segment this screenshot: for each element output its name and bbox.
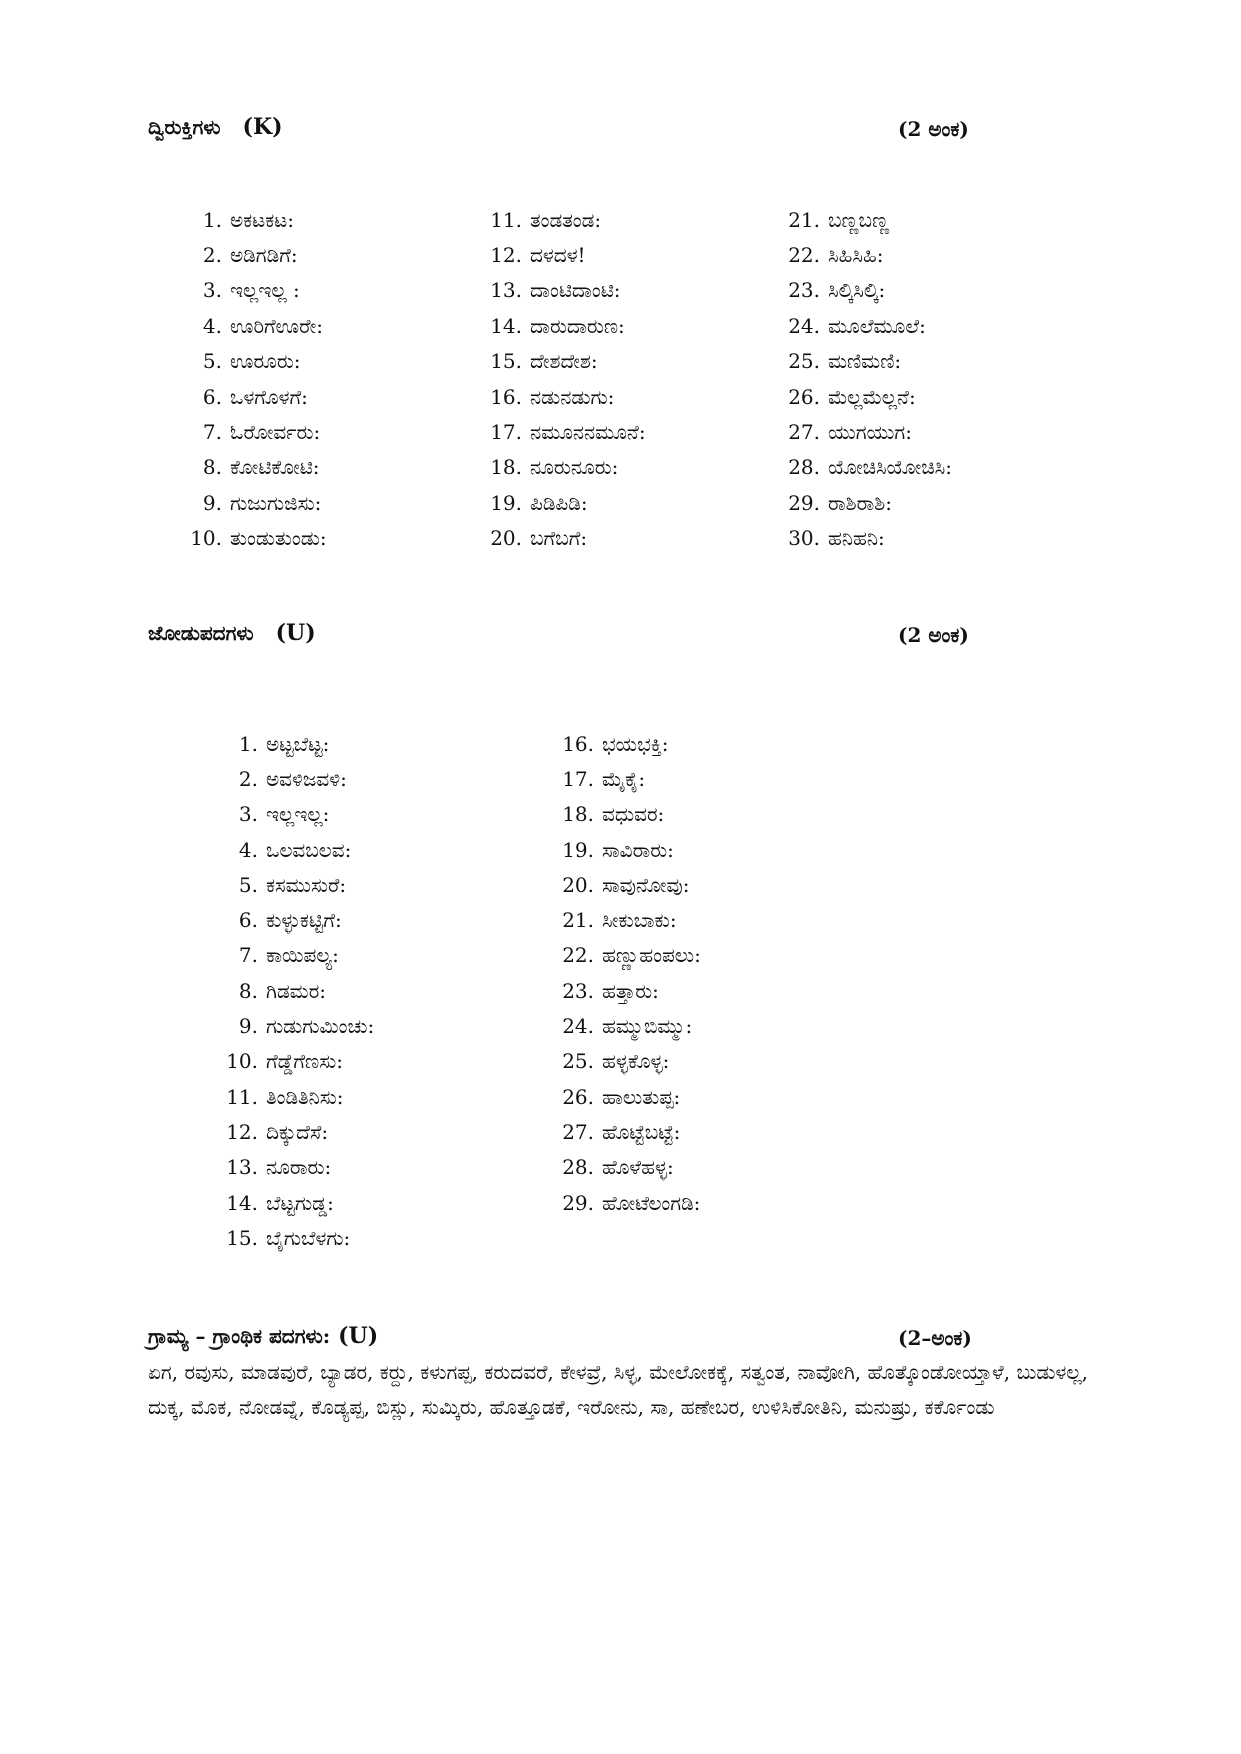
list-item: [488, 202, 646, 237]
section3-word-list: ಏಗ, ರವುಸು, ಮಾಡವುರೆ, ಬ್ಯಾಡರ, ಕರ್‍ದು, ಕಳುಗಪ್ಪ, ಕರುದವರೆ, ಕೇಳವ್ರೆ, ಸಿಳ್ಳ, ಮೇಲೋಕಕ್ಕೆ, ಸತ್ವಂತ, ನಾವೋಗಿ, ಹೊತ್ಕೊಂಡೋಯ್ತಾಳೆ, ಬುಡುಳಲ್ಲ, ದುಕ್ಕ, ಮೊಕ, ನೋಡವ್ನೆ, ಕೊಡ್ಯಪ್ಪ, ಬಿಸ್ಲು, ಸುಮ್ಕಿರು, ಹೊತ್ತೂಡಕೆ, ಇರೋನು, ಸಾ, ಹಣೇಬರ, ಉಳಿಸಿಕೋತಿನಿ, ಮನುಷ್ರು, ಕರ್ಕೊಂಡು: [148, 1360, 1088, 1419]
item-number: 28.: [562, 1155, 594, 1180]
list-item: [786, 273, 952, 308]
list-item: [224, 867, 374, 902]
item-text: ದೇಶದೇಶ:: [530, 349, 598, 374]
item-text: ದಳದಳ!: [530, 243, 586, 268]
list-item: [560, 1079, 701, 1114]
section2-column-2: [560, 726, 701, 1220]
item-number: 10.: [226, 1049, 258, 1074]
item-text: ಬೆಟ್ಟಗುಡ್ಡ:: [266, 1190, 334, 1215]
item-text: ಹೋಟೆಲಂಗಡಿ:: [602, 1190, 701, 1215]
item-number: 14.: [226, 1190, 258, 1215]
item-text: ಅವಳಿಜವಳಿ:: [266, 766, 347, 791]
section3-marks: (2–ಅಂಕ): [898, 1326, 972, 1350]
section2-column-1: [224, 726, 374, 1255]
item-number: 26.: [562, 1084, 594, 1109]
section2-heading: [148, 620, 316, 646]
item-number: 17.: [562, 766, 594, 791]
item-text: ದಾಂಟಿದಾಂಟಿ:: [530, 278, 621, 303]
item-text: ಕೋಟಿಕೋಟಿ:: [230, 455, 320, 480]
list-item: [224, 1114, 374, 1149]
list-item: [188, 308, 327, 343]
item-text: ಇಲ್ಲಇಲ್ಲ:: [266, 802, 330, 827]
item-text: ಅಡಿಗಡಿಗೆ:: [230, 243, 298, 268]
list-item: [786, 379, 952, 414]
list-item: [488, 344, 646, 379]
item-text: ಅಟ್ಟಬೆಟ್ಟ:: [266, 731, 330, 756]
item-text: ಹನಿಹನಿ:: [828, 526, 885, 551]
item-text: ಊರಿಗೆಊರೇ:: [230, 313, 324, 338]
item-number: 29.: [562, 1190, 594, 1215]
item-number: 19.: [562, 837, 594, 862]
list-item: [188, 202, 327, 237]
item-text: ಗಿಡಮರ:: [266, 978, 327, 1003]
item-number: 21.: [562, 908, 594, 933]
list-item: [188, 450, 327, 485]
item-text: ಒಲವಬಲವ:: [266, 837, 352, 862]
item-number: 1.: [238, 731, 258, 756]
item-number: 16.: [562, 731, 594, 756]
item-text: ದಾರುದಾರುಣ:: [530, 313, 625, 338]
item-number: 2.: [238, 766, 258, 791]
list-item: [224, 1185, 374, 1220]
section3-heading: [148, 1323, 378, 1349]
item-number: 7.: [202, 420, 222, 445]
item-number: 4.: [202, 313, 222, 338]
item-number: 24.: [562, 1014, 594, 1039]
list-item: [224, 797, 374, 832]
item-text: ಹಮ್ಮುಬಿಮ್ಮು:: [602, 1014, 693, 1039]
list-item: [188, 521, 327, 556]
section1-column-1: [188, 202, 327, 556]
list-item: [786, 308, 952, 343]
item-number: 17.: [490, 420, 522, 445]
item-number: 1.: [202, 207, 222, 232]
item-number: 11.: [226, 1084, 258, 1109]
section3-title: ಗ್ರಾಮ್ಯ – ಗ್ರಾಂಥಿಕ ಪದಗಳು:: [148, 1324, 331, 1348]
item-number: 3.: [238, 802, 258, 827]
item-text: ಹಣ್ಣುಹಂಪಲು:: [602, 943, 701, 968]
item-text: ಕುಳ್ಳುಕಟ್ಟಿಗೆ:: [266, 908, 342, 933]
list-item: [786, 485, 952, 520]
list-item: [488, 379, 646, 414]
list-item: [560, 726, 701, 761]
section3-tag: (U): [338, 1323, 379, 1349]
list-item: [560, 902, 701, 937]
item-text: ಮಣಿಮಣಿ:: [828, 349, 902, 374]
item-text: ನಮೂನನಮೂನೆ:: [530, 420, 646, 445]
item-text: ಗೆಡ್ಡೆಗೆಣಸು:: [266, 1049, 343, 1074]
list-item: [224, 832, 374, 867]
item-text: ತುಂಡುತುಂಡು:: [230, 526, 327, 551]
item-text: ಭಯಭಕ್ತಿ:: [602, 731, 669, 756]
item-number: 2.: [202, 243, 222, 268]
list-item: [488, 237, 646, 272]
list-item: [188, 344, 327, 379]
item-text: ದಿಕ್ಕುದೆಸೆ:: [266, 1119, 329, 1144]
item-text: ಕಸಮುಸುರೆ:: [266, 872, 347, 897]
item-text: ಸೀಕುಬಾಕು:: [602, 908, 677, 933]
item-number: 8.: [238, 978, 258, 1003]
item-text: ಇಲ್ಲಇಲ್ಲ :: [230, 278, 300, 303]
item-number: 24.: [788, 313, 820, 338]
list-item: [188, 379, 327, 414]
item-text: ನಡುನಡುಗು:: [530, 384, 615, 409]
list-item: [786, 521, 952, 556]
item-number: 25.: [788, 349, 820, 374]
list-item: [488, 273, 646, 308]
list-item: [224, 1220, 374, 1255]
list-item: [560, 1114, 701, 1149]
item-number: 23.: [562, 978, 594, 1003]
item-number: 27.: [788, 420, 820, 445]
item-number: 20.: [490, 526, 522, 551]
list-item: [488, 414, 646, 449]
list-item: [224, 938, 374, 973]
item-text: ಯುಗಯುಗ:: [828, 420, 912, 445]
list-item: [786, 237, 952, 272]
item-number: 3.: [202, 278, 222, 303]
item-number: 10.: [190, 526, 222, 551]
item-number: 15.: [490, 349, 522, 374]
list-item: [560, 1008, 701, 1043]
item-number: 14.: [490, 313, 522, 338]
item-text: ಗುಡುಗುಮಿಂಚು:: [266, 1014, 375, 1039]
item-number: 22.: [562, 943, 594, 968]
list-item: [560, 1185, 701, 1220]
item-number: 15.: [226, 1225, 258, 1250]
item-number: 9.: [202, 490, 222, 515]
list-item: [560, 832, 701, 867]
list-item: [224, 973, 374, 1008]
item-text: ಹೊಟ್ಟೆಬಟ್ಟೆ:: [602, 1119, 681, 1144]
item-number: 7.: [238, 943, 258, 968]
list-item: [560, 973, 701, 1008]
item-text: ನೂರಾರು:: [266, 1155, 332, 1180]
list-item: [786, 344, 952, 379]
item-number: 6.: [238, 908, 258, 933]
list-item: [560, 761, 701, 796]
item-number: 25.: [562, 1049, 594, 1074]
list-item: [488, 308, 646, 343]
item-number: 9.: [238, 1014, 258, 1039]
list-item: [188, 414, 327, 449]
list-item: [488, 521, 646, 556]
list-item: [488, 485, 646, 520]
list-item: [224, 1079, 374, 1114]
list-item: [786, 414, 952, 449]
list-item: [224, 1150, 374, 1185]
item-number: 26.: [788, 384, 820, 409]
item-text: ಯೋಚಿಸಿಯೋಚಿಸಿ:: [828, 455, 953, 480]
section2-tag: (U): [275, 620, 316, 646]
item-number: 20.: [562, 872, 594, 897]
list-item: [224, 1008, 374, 1043]
list-item: [188, 237, 327, 272]
list-item: [224, 1044, 374, 1079]
list-item: [560, 1044, 701, 1079]
section2-title: ಜೋಡುಪದಗಳು: [148, 621, 254, 645]
item-number: 11.: [490, 207, 522, 232]
item-text: ಓರೋರ್ವರು:: [230, 420, 321, 445]
item-number: 27.: [562, 1119, 594, 1144]
item-text: ಹಳ್ಳಕೊಳ್ಳ:: [602, 1049, 670, 1074]
list-item: [188, 273, 327, 308]
item-text: ಸಾವಿರಾರು:: [602, 837, 674, 862]
section1-tag: (K): [242, 114, 283, 140]
item-number: 19.: [490, 490, 522, 515]
section1-column-3: [786, 202, 952, 556]
section1-heading: [148, 114, 283, 140]
section1-column-2: [488, 202, 646, 556]
section2-marks: (2 ಅಂಕ): [898, 623, 969, 647]
item-text: ಊರೂರು:: [230, 349, 301, 374]
item-text: ನೂರುನೂರು:: [530, 455, 619, 480]
item-text: ಹೊಳೆಹಳ್ಳ:: [602, 1155, 674, 1180]
item-number: 13.: [490, 278, 522, 303]
item-text: ತಂಡತಂಡ:: [530, 207, 602, 232]
list-item: [560, 797, 701, 832]
item-text: ಮೂಲೆಮೂಲೆ:: [828, 313, 926, 338]
item-text: ಮೈಕೈ:: [602, 766, 646, 791]
list-item: [560, 1150, 701, 1185]
item-number: 5.: [238, 872, 258, 897]
item-number: 6.: [202, 384, 222, 409]
item-text: ರಾಶಿರಾಶಿ:: [828, 490, 892, 515]
item-number: 18.: [562, 802, 594, 827]
item-number: 23.: [788, 278, 820, 303]
item-text: ಹತ್ತಾರು:: [602, 978, 659, 1003]
item-text: ಸಿಹಿಸಿಹಿ:: [828, 243, 884, 268]
section1-title: ದ್ವಿರುಕ್ತಿಗಳು: [148, 115, 221, 139]
item-text: ಅಕಟಕಟ:: [230, 207, 295, 232]
item-number: 12.: [226, 1119, 258, 1144]
item-text: ಬಣ್ಣಬಣ್ಣ: [828, 207, 890, 232]
item-text: ಬೈಗುಬೆಳಗು:: [266, 1225, 351, 1250]
item-text: ಮೆಲ್ಲಮೆಲ್ಲನೆ:: [828, 384, 916, 409]
item-number: 29.: [788, 490, 820, 515]
item-text: ಕಾಯಿಪಲ್ಯ:: [266, 943, 339, 968]
list-item: [224, 902, 374, 937]
item-number: 28.: [788, 455, 820, 480]
list-item: [224, 761, 374, 796]
list-item: [188, 485, 327, 520]
list-item: [786, 450, 952, 485]
item-number: 4.: [238, 837, 258, 862]
list-item: [560, 867, 701, 902]
item-number: 22.: [788, 243, 820, 268]
item-text: ಒಳಗೊಳಗೆ:: [230, 384, 308, 409]
item-text: ವಧುವರ:: [602, 802, 665, 827]
item-number: 5.: [202, 349, 222, 374]
list-item: [488, 450, 646, 485]
item-number: 8.: [202, 455, 222, 480]
item-text: ಹಾಲುತುಪ್ಪ:: [602, 1084, 681, 1109]
item-number: 13.: [226, 1155, 258, 1180]
item-number: 21.: [788, 207, 820, 232]
item-text: ಬಗೆಬಗೆ:: [530, 526, 588, 551]
item-number: 18.: [490, 455, 522, 480]
item-text: ತಿಂಡಿತಿನಿಸು:: [266, 1084, 344, 1109]
item-number: 12.: [490, 243, 522, 268]
list-item: [560, 938, 701, 973]
item-text: ಸಾವುನೋವು:: [602, 872, 690, 897]
list-item: [224, 726, 374, 761]
item-text: ಸಿಲ್ಕಿಸಿಲ್ಕಿ:: [828, 278, 886, 303]
item-number: 16.: [490, 384, 522, 409]
list-item: [786, 202, 952, 237]
item-number: 30.: [788, 526, 820, 551]
section1-marks: (2 ಅಂಕ): [898, 117, 969, 141]
item-text: ಪಿಡಿಪಿಡಿ:: [530, 490, 588, 515]
item-text: ಗುಜುಗುಜಿಸು:: [230, 490, 322, 515]
